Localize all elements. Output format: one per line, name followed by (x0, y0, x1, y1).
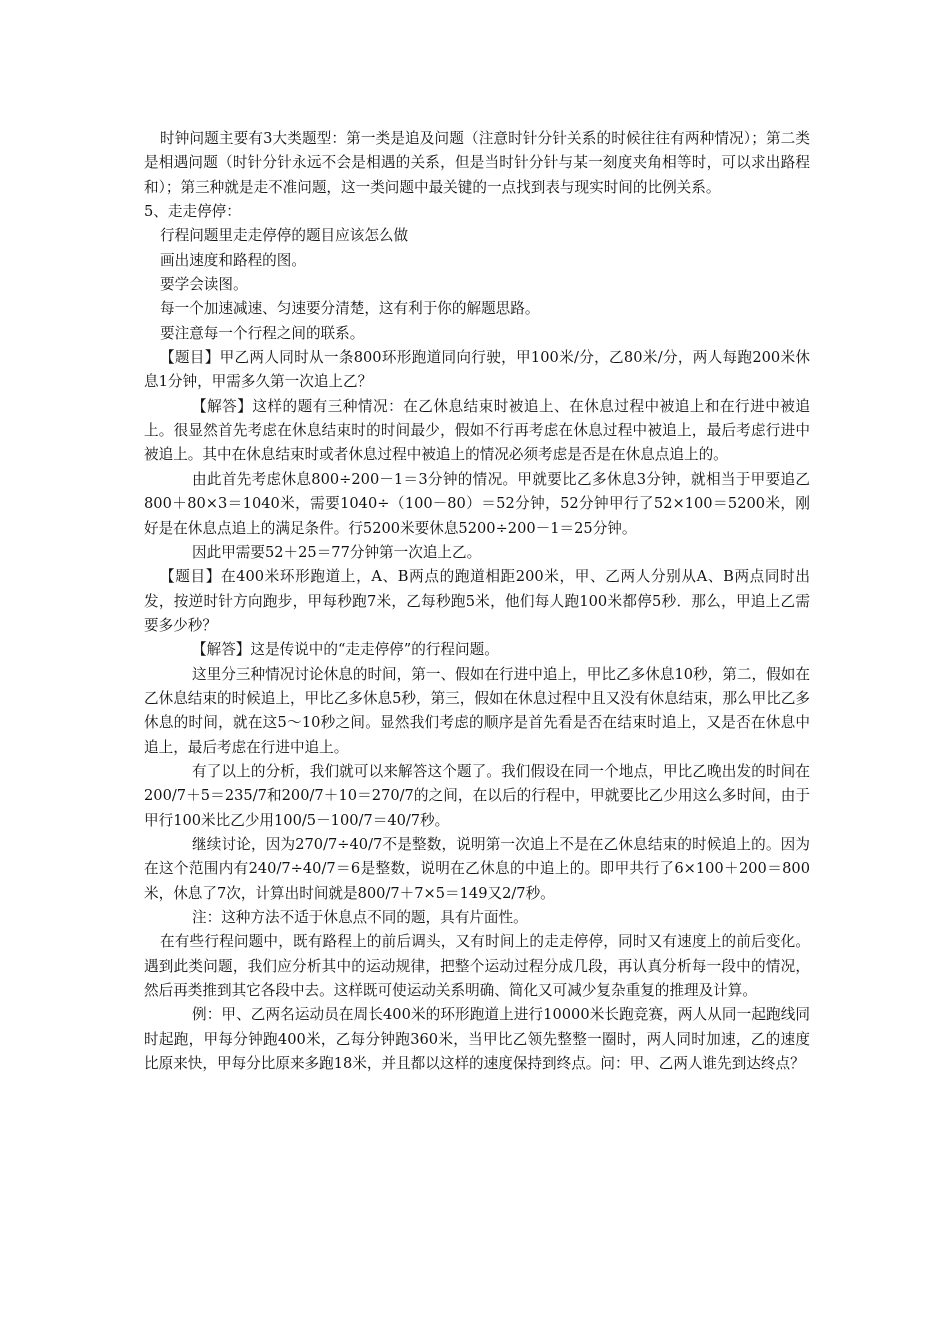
tip-line-3: 要学会读图。 (160, 276, 248, 294)
solution-1-calc: 由此首先考虑休息800÷200－1＝3分钟的情况。甲就要比乙多休息3分钟，就相当于甲要追乙800＋80×3＝1040米，需要1040÷（100－80）＝52分钟，52分钟甲行了52×100＝5200米，刚好是在休息点追上的满足条件。行5200米要休息5200÷200－1＝25分钟。 (144, 470, 810, 537)
example-problem: 例：甲、乙两名运动员在周长400米的环形跑道上进行10000米长跑竞赛，两人从同一起跑线同时起跑，甲每分钟跑400米，乙每分钟跑360米，当甲比乙领先整整一圈时，两人同时加速，乙的速度比原来快，甲每分比原来多跑18米，并且都以这样的速度保持到终点。问：甲、乙两人谁先到达终点？ (144, 1006, 810, 1073)
solution-1: 【解答】这样的题有三种情况：在乙休息结束时被追上、在休息过程中被追上和在行进中被追上。很显然首先考虑在休息结束时的时间最少，假如不行再考虑在休息过程中被追上，最后考虑行进中被追上。其中在休息结束时或者休息过程中被追上的情况必须考虑是否是在休息点追上的。 (144, 397, 810, 464)
method-paragraph: 在有些行程问题中，既有路程上的前后调头，又有时间上的走走停停，同时又有速度上的前后变化。遇到此类问题，我们应分析其中的运动规律，把整个运动过程分成几段，再认真分析每一段中的情况，然后再类推到其它各段中去。这样既可使运动关系明确、简化又可减少复杂重复的推理及计算。 (144, 933, 810, 1000)
tip-line-4: 每一个加速减速、匀速要分清楚，这有利于你的解题思路。 (160, 300, 540, 318)
tip-line-2: 画出速度和路程的图。 (160, 251, 306, 269)
solution-2-conclusion: 继续讨论，因为270/7÷40/7不是整数，说明第一次追上不是在乙休息结束的时候追上的。因为在这个范围内有240/7÷40/7＝6是整数，说明在乙休息的中追上的。即甲共行了6×100＋200＝800米，休息了7次，计算出时间就是800/7＋7×5＝149又2/7秒。 (144, 835, 810, 902)
solution-2: 【解答】这是传说中的“走走停停”的行程问题。 (192, 641, 499, 659)
solution-2-analysis: 有了以上的分析，我们就可以来解答这个题了。我们假设在同一个地点，甲比乙晚出发的时间在200/7＋5＝235/7和200/7＋10＝270/7的之间，在以后的行程中，甲就要比乙少用这么多时间，由于甲行100米比乙少用100/5－100/7＝40/7秒。 (144, 762, 810, 829)
section-heading-stop-and-go: 5、走走停停： (144, 203, 241, 221)
document-body (144, 127, 810, 1076)
paragraph-clock-problems: 时钟问题主要有3大类题型：第一类是追及问题（注意时针分针关系的时候往往有两种情况）；第二类是相遇问题（时针分针永远不会是相遇的关系，但是当时针分针与某一刻度夹角相等时，可以求出路程和）；第三种就是走不准问题，这一类问题中最关键的一点找到表与现实时间的比例关系。 (144, 130, 810, 196)
solution-1-answer: 因此甲需要52＋25＝77分钟第一次追上乙。 (192, 543, 482, 561)
tip-line-5: 要注意每一个行程之间的联系。 (160, 324, 365, 342)
solution-2-cases: 这里分三种情况讨论休息的时间，第一、假如在行进中追上，甲比乙多休息10秒，第二，假如在乙休息结束的时候追上，甲比乙多休息5秒，第三，假如在休息过程中且又没有休息结束，那么甲比乙多休息的时间，就在这5～10秒之间。显然我们考虑的顺序是首先看是否在结束时追上，又是否在休息中追上，最后考虑在行进中追上。 (144, 665, 811, 756)
problem-2: 【题目】在400米环形跑道上，A、B两点的跑道相距200米，甲、乙两人分别从A、B两点同时出发，按逆时针方向跑步，甲每秒跑7米，乙每秒跑5米，他们每人跑100米都停5秒．那么，甲追上乙需要多少秒？ (144, 568, 810, 634)
problem-1: 【题目】甲乙两人同时从一条800环形跑道同向行驶，甲100米/分，乙80米/分，两人每跑200米休息1分钟，甲需多久第一次追上乙？ (144, 349, 810, 391)
tip-line-1: 行程问题里走走停停的题目应该怎么做 (160, 227, 409, 245)
solution-2-note: 注：这种方法不适于休息点不同的题，具有片面性。 (192, 909, 528, 926)
